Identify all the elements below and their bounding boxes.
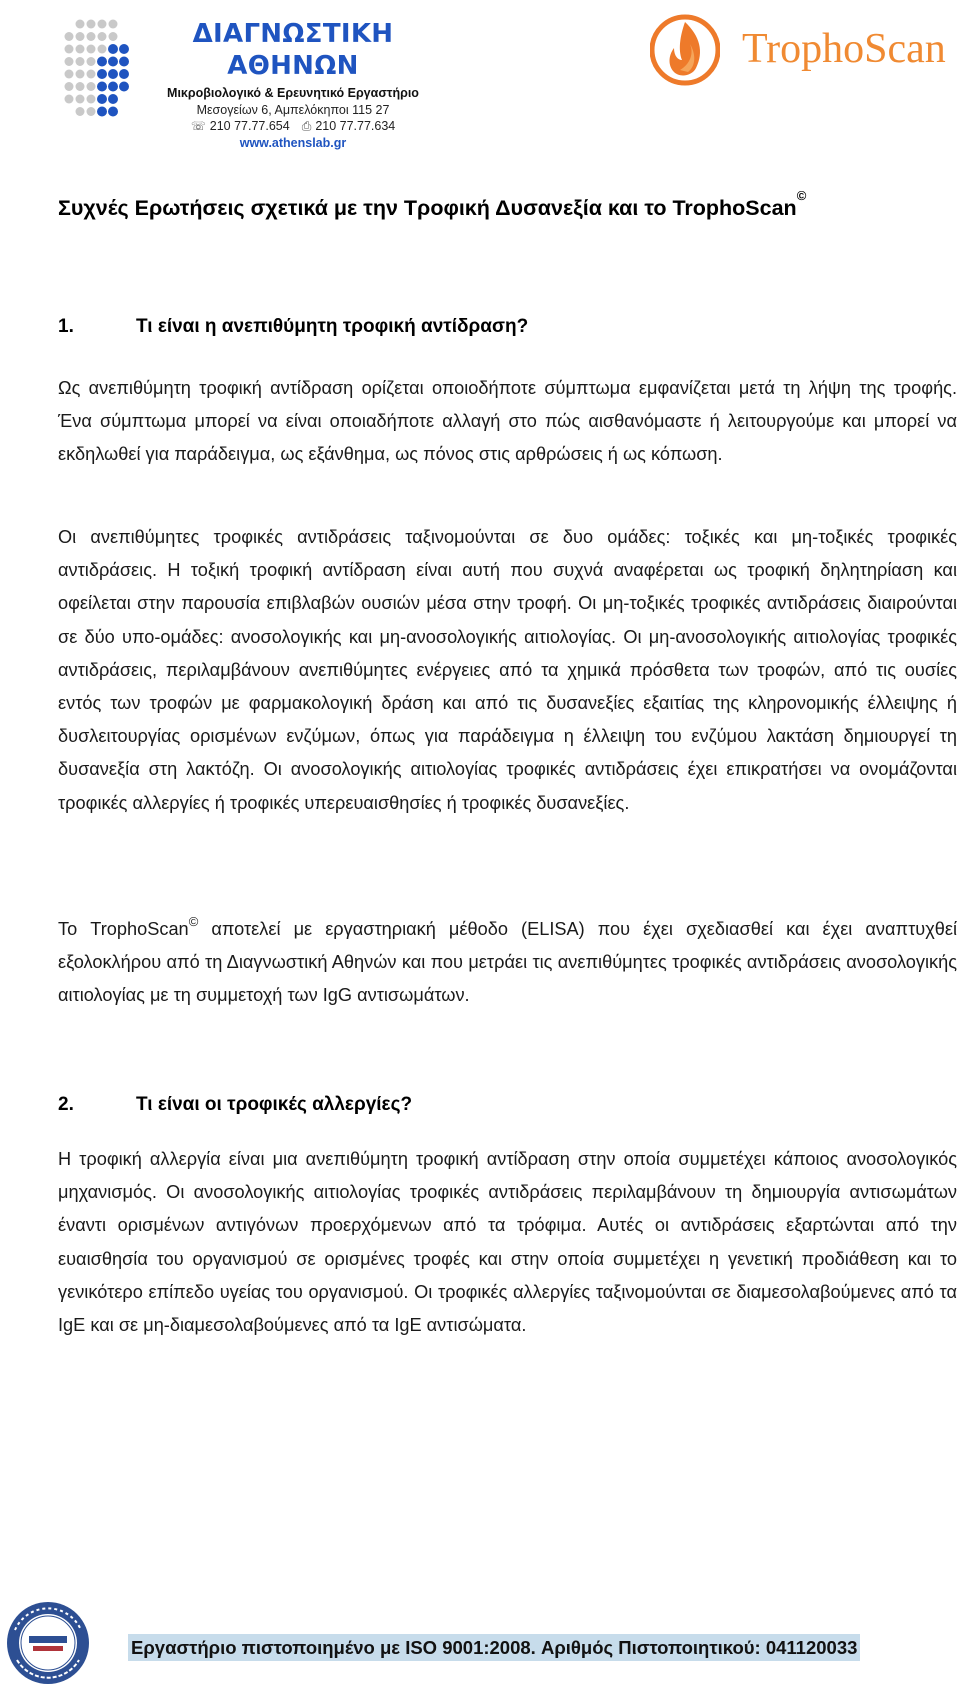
logo-dot: [87, 82, 96, 91]
logo-dot: [108, 69, 118, 79]
logo-dot: [119, 44, 129, 54]
logo-dot: [108, 57, 118, 67]
logo-dot: [87, 32, 96, 41]
logo-dot: [65, 70, 74, 79]
fax-icon: ⎙: [301, 119, 312, 133]
logo-dot: [109, 32, 118, 41]
logo-dot: [98, 32, 107, 41]
lab-phones: [136, 118, 450, 135]
logo-dot: [76, 107, 85, 116]
logo-dot: [76, 70, 85, 79]
lab-address: Μεσογείων 6, Αμπελόκηποι 115 27: [196, 103, 390, 117]
logo-dot: [119, 57, 129, 67]
lab-name: ΔΙΑΓΝΩΣΤΙΚΗ ΑΘΗΝΩΝ: [192, 19, 394, 81]
logo-dot: [108, 107, 118, 117]
section-heading-text: Τι είναι η ανεπιθύμητη τροφική αντίδραση?: [136, 316, 529, 337]
logo-dot: [97, 94, 107, 104]
copyright-mark: ©: [796, 188, 807, 203]
lab-info-block: [136, 18, 450, 152]
logo-dot: [76, 20, 85, 29]
logo-dot: [97, 107, 107, 117]
logo-dot: [65, 32, 74, 41]
logo-dot: [98, 45, 107, 54]
trophoscan-paragraph: [58, 913, 957, 1013]
certification-footer: Εργαστήριο πιστοποιημένο με ISO 9001:2008. Αριθμός Πιστοποιητικού: 041120033: [128, 1634, 860, 1661]
logo-dot: [97, 82, 107, 92]
lab-phone: 210 77.77.654: [209, 119, 290, 133]
logo-dot: [65, 45, 74, 54]
logo-dot: [108, 82, 118, 92]
logo-dot: [76, 32, 85, 41]
logo-dot: [98, 20, 107, 29]
logo-dot: [65, 95, 74, 104]
page-header: [0, 0, 960, 150]
logo-dot: [76, 45, 85, 54]
trophoscan-flame-logo: [650, 10, 720, 90]
logo-dot: [87, 57, 96, 66]
paragraph: Η τροφική αλλεργία είναι μια ανεπιθύμητη τροφική αντίδραση στην οποία συμμετέχει κάποιος ανοσολογικός μηχανισμός. Οι ανοσολογικής αιτιολογίας τροφικές αντιδράσεις περιλαμβάνουν τη δημιουργία αντισωμάτων έναντι ορισμένων αντιγόνων προερχόμενων από τα τρόφιμα. Αυτές οι αντιδράσεις εξαρτώνται από την ευαισθησία του οργανισμού σε ορισμένες τροφές και στην οποία συμμετέχει η γενετική προδιάθεση και το γενικότερο επίπεδο υγείας του οργανισμού. Οι τροφικές αλλεργίες ταξινομούνται σε διαμεσολαβούμενες από τα IgE και σε μη-διαμεσολαβούμενες από τα IgE αντισώματα.: [58, 1149, 957, 1336]
section-heading-1: [58, 316, 528, 338]
logo-dot: [119, 69, 129, 79]
trophoscan-logo-text: TrophoScan: [742, 26, 946, 72]
logo-dot: [87, 107, 96, 116]
iso-certification-seal: [5, 1600, 91, 1686]
logo-dot: [87, 45, 96, 54]
section-number: 2.: [58, 1094, 74, 1115]
logo-dot: [76, 95, 85, 104]
lab-subtitle: Μικροβιολογικό & Ερευνητικό Εργαστήριο: [167, 86, 419, 100]
paragraph: Ως ανεπιθύμητη τροφική αντίδραση ορίζεται οποιοδήποτε σύμπτωμα εμφανίζεται μετά τη λήψη της τροφής. Ένα σύμπτωμα μπορεί να είναι οποιαδήποτε αλλαγή στο πώς αισθανόμαστε ή λειτουργούμε και μπορεί να εκδηλωθεί για παράδειγμα, ως εξάνθημα, ως πόνος στις αρθρώσεις ή ως κόπωση.: [58, 378, 957, 465]
trophoscan-lead: Το TrophoScan: [58, 919, 189, 939]
lab-dot-logo: [62, 16, 130, 120]
logo-dot: [87, 70, 96, 79]
logo-dot: [76, 57, 85, 66]
document-title: [58, 188, 807, 221]
phone-icon: ☏: [190, 119, 206, 133]
trophoscan-rest: αποτελεί με εργαστηριακή μέθοδο (ELISA) που έχει σχεδιασθεί και έχει αναπτυχθεί εξολοκλήρου από τη Διαγνωστική Αθηνών και που μετράει τις ανεπιθύμητες τροφικές αντιδράσεις ανοσολογικής αιτιολογίας με τη συμμετοχή των IgG αντισωμάτων.: [58, 919, 958, 1006]
logo-dot: [109, 20, 118, 29]
logo-dot: [119, 82, 129, 92]
logo-dot: [108, 94, 118, 104]
lab-fax: 210 77.77.634: [315, 119, 396, 133]
logo-dot: [76, 82, 85, 91]
logo-dot: [65, 82, 74, 91]
logo-dot: [87, 95, 96, 104]
copyright-mark: ©: [188, 914, 199, 929]
logo-dot: [97, 69, 107, 79]
section-heading-2: [58, 1094, 412, 1116]
section-number: 1.: [58, 316, 74, 337]
paragraph: Οι ανεπιθύμητες τροφικές αντιδράσεις ταξινομούνται σε δυο ομάδες: τοξικές και μη-τοξικές τροφικές αντιδράσεις. Η τοξική τροφική αντίδραση είναι αυτή που συχνά αναφέρεται ως τροφική δηλητηρίαση και οφείλεται στην παρουσία επιβλαβών ουσιών μέσα στην τροφή. Οι μη-τοξικές τροφικές αντιδράσεις διαιρούνται σε δύο υπο-ομάδες: ανοσολογικής και μη-ανοσολογικής αιτιολογίας. Οι μη-ανοσολογικής αιτιολογίας τροφικές αντιδράσεις, περιλαμβάνουν ανεπιθύμητες ενέργειες από τα χημικά πρόσθετα των τροφών, από τις ουσίες εντός των τροφών με φαρμακολογική δράση και από τις δυσανεξίες εξαιτίας της κληρονομικής έλλειψης ή δυσλειτουργίας ορισμένων ενζύμων, όπως για παράδειγμα η έλλειψη του ενζύμου λακτάση δημιουργεί τη δυσανεξία στη λακτόζη. Οι ανοσολογικής αιτιολογίας τροφικές αντιδράσεις έχει επικρατήσει να ονομάζονται τροφικές αλλεργίες ή τροφικές υπερευαισθησίες ή τροφικές δυσανεξίες.: [58, 527, 957, 813]
section-heading-text: Τι είναι οι τροφικές αλλεργίες?: [136, 1094, 413, 1115]
logo-dot: [87, 20, 96, 29]
logo-dot: [108, 44, 118, 54]
document-title-text: Συχνές Ερωτήσεις σχετικά με την Τροφική Δυσανεξία και το TrophoScan: [58, 196, 797, 220]
logo-dot: [97, 57, 107, 67]
logo-dot: [65, 57, 74, 66]
lab-website-link[interactable]: www.athenslab.gr: [239, 136, 347, 150]
